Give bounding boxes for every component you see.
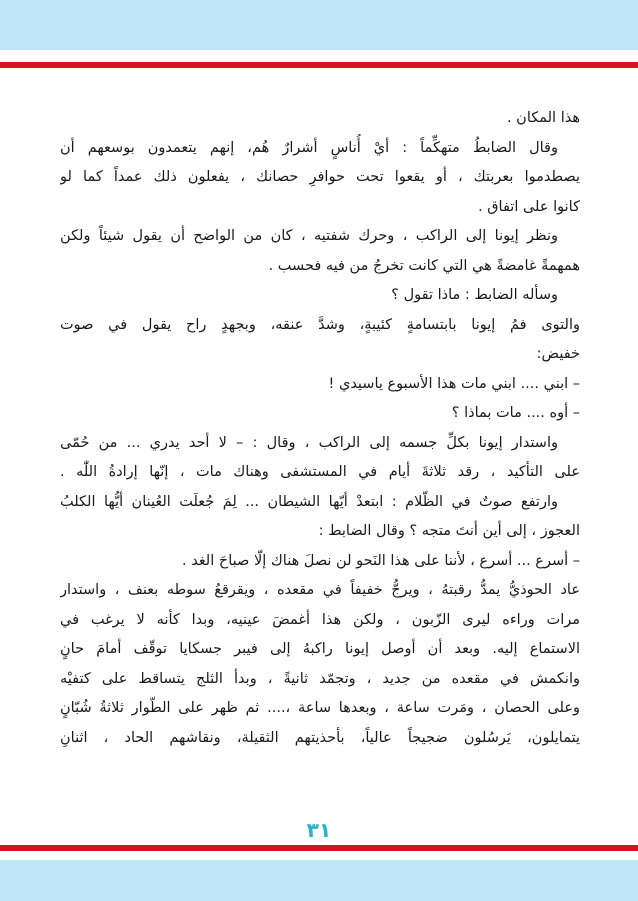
text-line: – ابني .... ابني مات هذا الأسبوع ياسيدي ! <box>328 375 580 392</box>
text-line: خفيض: <box>536 346 580 362</box>
text-line: همهمةً غامضةً هي التي كانت تخرجُ من فيه فحسب . <box>268 257 580 274</box>
text-line: – أسرع ... أسرع ، لأننا على هذا النَحو لن نصلَ هناك إلّا صباحَ الغد . <box>181 552 580 569</box>
text-line: وانكمش في مقعده من جديد ، وتجمّد ثانيةً ، وبدأ الثلج يتساقط على كتفيْه <box>60 670 580 687</box>
text-line: ونظر إيونا إلى الراكب ، وحرك شفتيه ، كان من الواضح أن يقول شيئاً ولكن <box>60 228 558 244</box>
text-line: العجوز ، إلى أين أنتَ متجه ؟ وقال الضابط : <box>318 523 580 539</box>
story-text <box>60 104 580 753</box>
text-line: الاستماع إليه. وبعد أن أوصل إيونا راكبهُ إلى فيبر جسكايا توقّف أمامَ حانٍ <box>60 641 580 657</box>
text-line: وسأله الضابط : ماذا تقول ؟ <box>391 287 558 303</box>
page-number: ٣١ <box>306 818 332 842</box>
text-line: هذا المكان . <box>506 110 580 126</box>
bottom-red-stripe <box>0 845 638 851</box>
top-red-stripe <box>0 62 638 68</box>
text-line: وارتفع صوتٌ في الظّلام : ابتعدْ أيّها الشيطان ... لِمَ جُعلَت العُينان أيُّها الكلبُ <box>60 493 558 510</box>
top-decorative-band <box>0 0 638 50</box>
text-line: – أوه .... مات بماذا ؟ <box>451 405 580 421</box>
text-line: والتوى فمُ إيونا بابتسامةٍ كئيبةٍ، وشدَّ عنقه، وبجهدٍ راح يقول في صوت <box>60 316 580 333</box>
text-line: يتمايلون، يَرسُلون ضجيجاً عالياً، بأحذيتهم الثقيلة، ونقاشهم الحاد ، اثنانِ <box>60 729 580 746</box>
text-line: واستدار إيونا بكلِّ جسمه إلى الراكب ، وقال : – لا أحد يدري ... من حُمّى <box>60 434 558 451</box>
text-line: يصطدموا بعربتك ، أو يقعوا تحت حوافرِ حصانك ، يفعلون ذلك عمداً كما لو <box>60 169 580 185</box>
text-line: على التأكيد ، رقد ثلاثةَ أيام في المستشفى وهناك مات ، إنّها إرادةُ اللّٰه . <box>60 464 580 480</box>
text-line: وعلى الحصان ، ومَرت ساعة ، وبعدها ساعة ،.... ثم ظهر على الطّوار ثلاثةُ شُبّانٍ <box>60 700 580 716</box>
text-line: وقال الضابطُ متهكِّماً : أيْ أُناسٍ أشرارٌ هُم، إنهم يتعمدون بوسعهم أن <box>60 139 558 156</box>
text-line: كانوا على اتفاق . <box>478 198 580 215</box>
bottom-decorative-band <box>0 860 638 901</box>
text-line: عاد الحوذيُّ يمدُّ رقبتهُ ، ويرجُّ خفيفاً في مقعده ، ويقرقعُ سوطه بعنف ، واستدار <box>60 582 580 598</box>
text-line: مرات وراءه ليرى الزّبون ، ولكن هذا أغمضَ عينيه، وبدا كأنه لا يرغب في <box>60 611 580 628</box>
